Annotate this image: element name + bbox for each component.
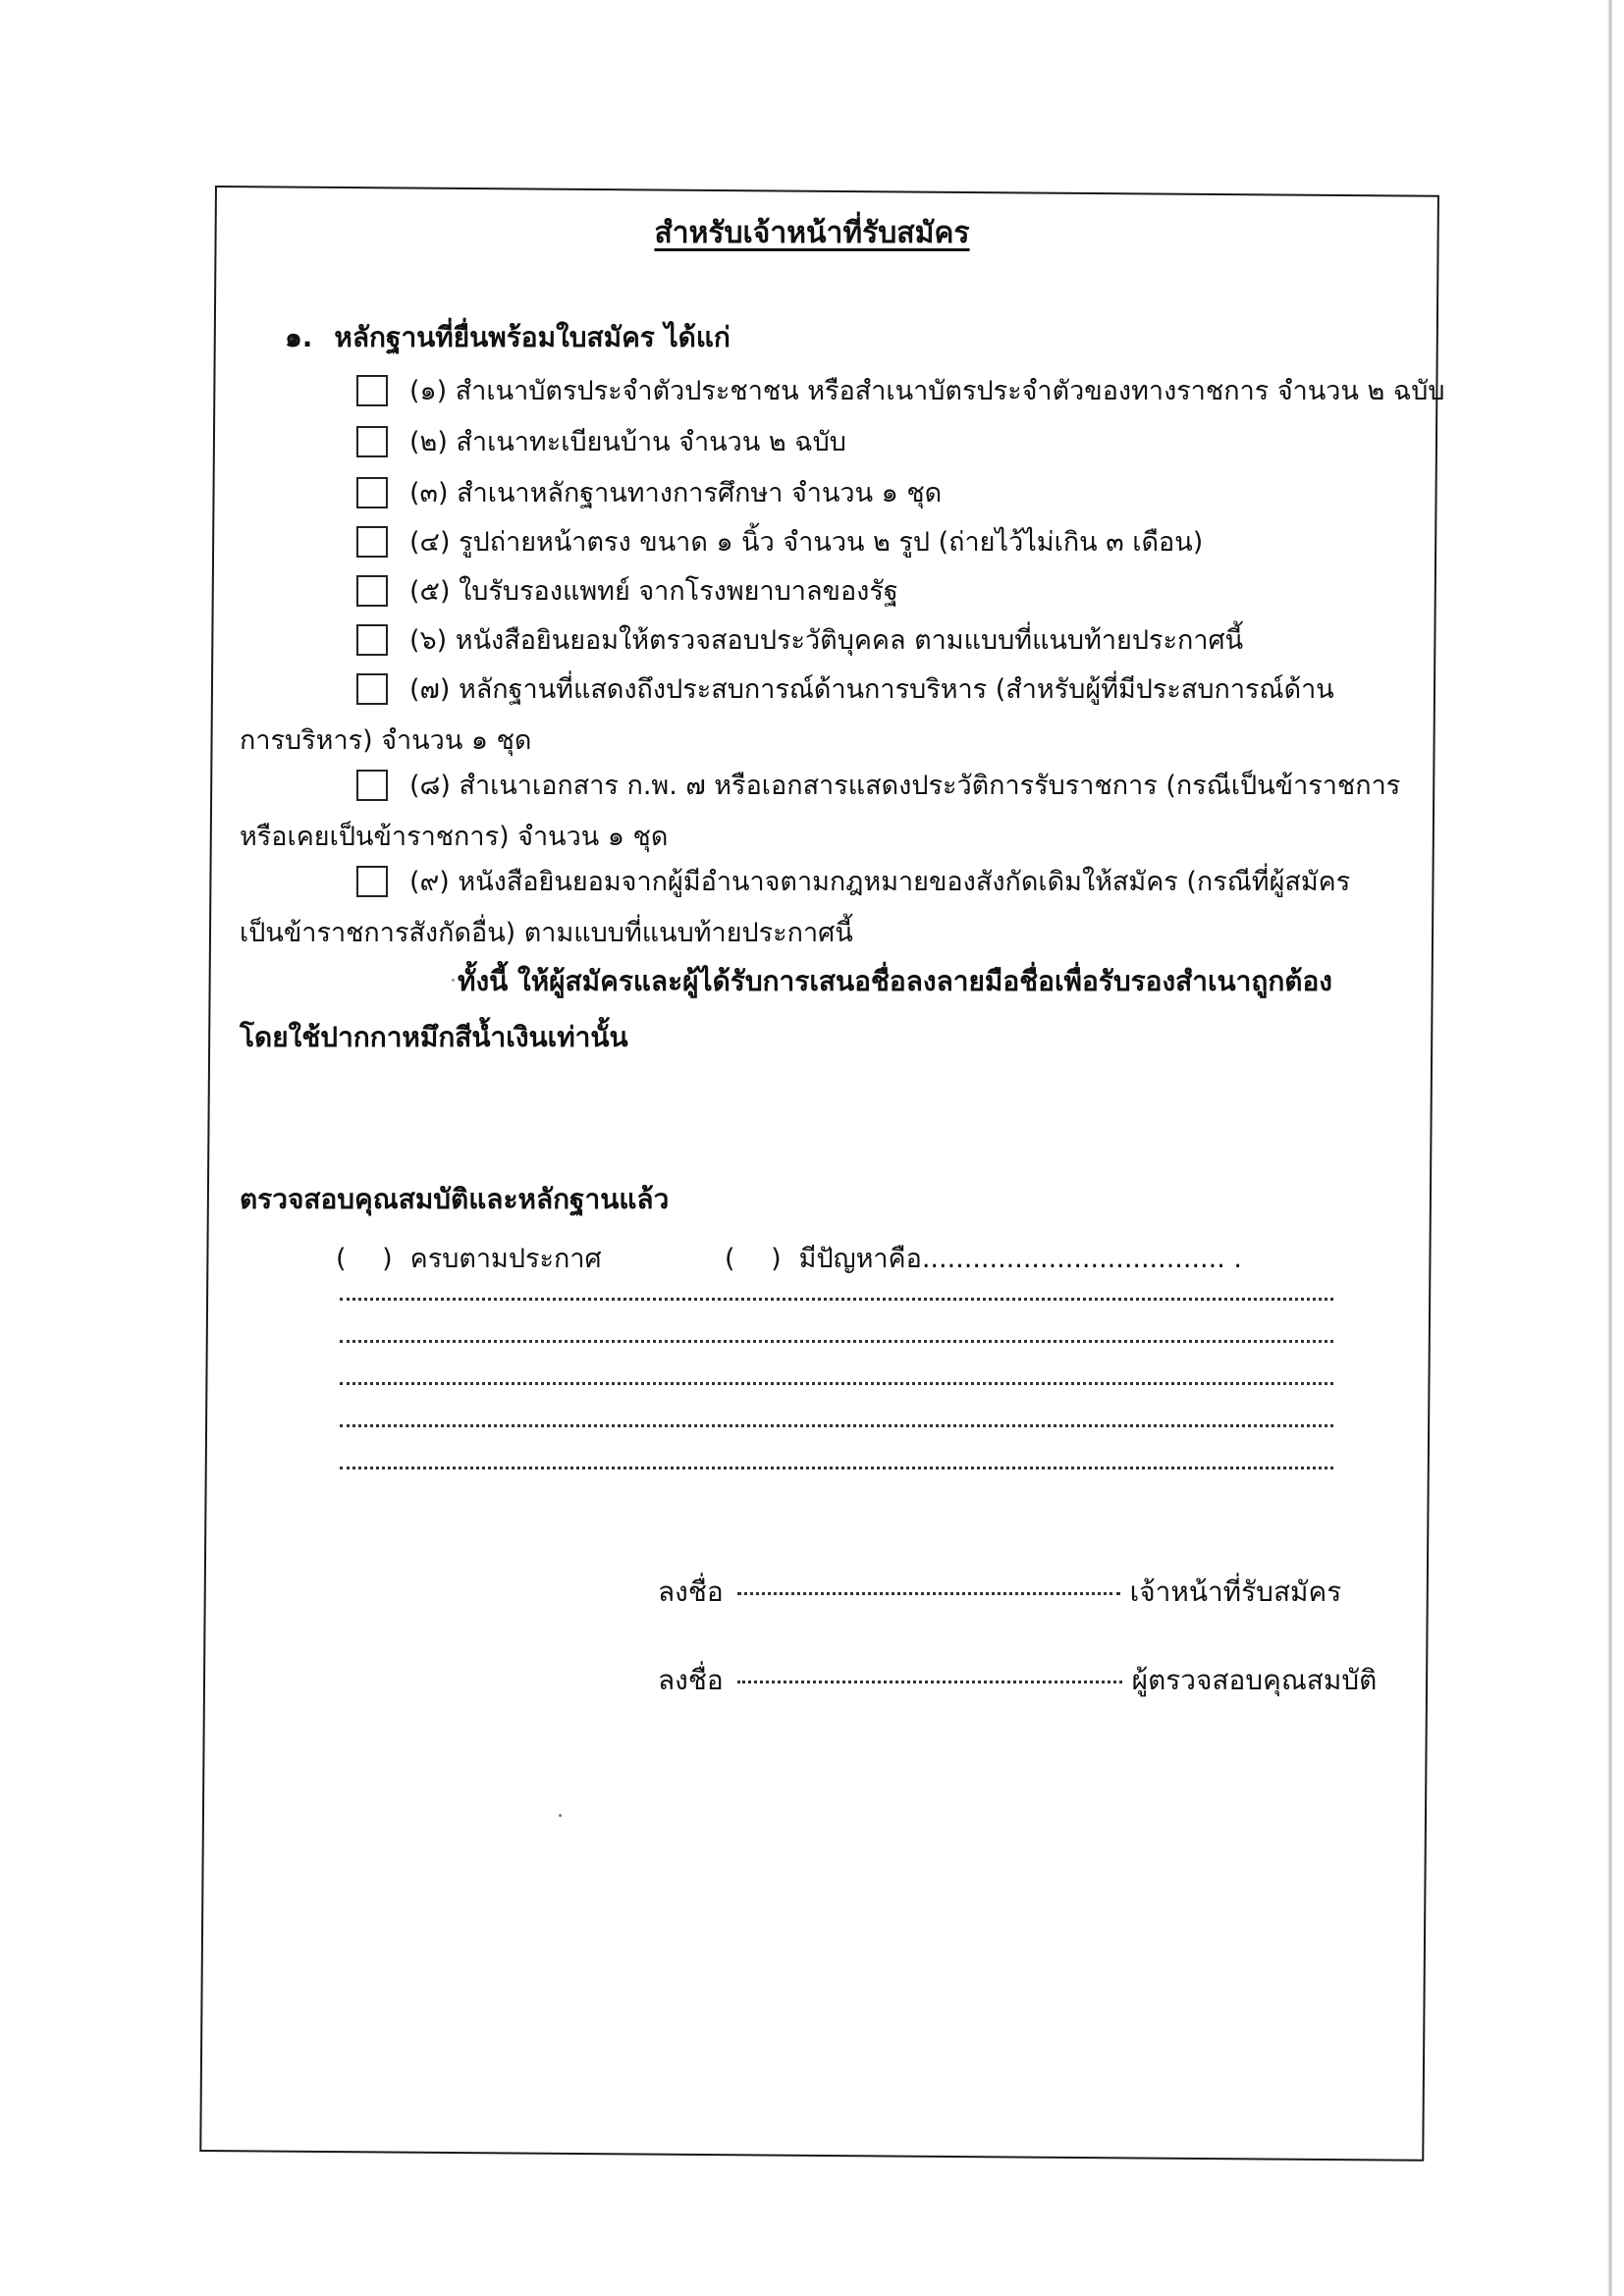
document-item-text: (๔) รูปถ่ายหน้าตรง ขนาด ๑ นิ้ว จำนวน ๒ รูป (ถ่ายไว้ไม่เกิน ๓ เดือน) — [409, 527, 1204, 558]
document-item-text: (๒) สำเนาทะเบียนบ้าน จำนวน ๒ ฉบับ — [409, 427, 846, 457]
checkbox-item-8[interactable] — [356, 770, 388, 801]
option-complete-marker[interactable]: ( ) — [336, 1244, 406, 1274]
document-item-3 — [356, 471, 942, 513]
option-problem[interactable] — [725, 1237, 1242, 1279]
checkbox-item-9[interactable] — [356, 866, 388, 897]
certification-note-line-2: โดยใช้ปากกาหมึกสีน้ำเงินเท่านั้น — [240, 1021, 628, 1053]
checkbox-item-3[interactable] — [356, 477, 388, 508]
officer-signature-row — [658, 1571, 1341, 1614]
section-heading-documents — [285, 316, 731, 359]
scan-speck — [452, 979, 455, 982]
document-item-text: (๙) หนังสือยินยอมจากผู้มีอำนาจตามกฎหมายของสังกัดเดิมให้สมัคร (กรณีที่ผู้สมัคร — [409, 867, 1351, 897]
problem-detail-line-2[interactable] — [340, 1340, 1333, 1343]
sign-label: ลงชื่อ — [658, 1575, 724, 1608]
option-problem-marker[interactable]: ( ) — [725, 1244, 795, 1274]
document-item-8-continuation: หรือเคยเป็นข้าราชการ) จำนวน ๑ ชุด — [240, 822, 669, 852]
option-complete-label: ครบตามประกาศ — [409, 1244, 602, 1274]
document-item-6 — [356, 618, 1243, 661]
document-item-text: (๖) หนังสือยินยอมให้ตรวจสอบประวัติบุคคล ตามแบบที่แนบท้ายประกาศนี้ — [409, 625, 1244, 656]
document-item-text: (๘) สำเนาเอกสาร ก.พ. ๗ หรือเอกสารแสดงประวัติการรับราชการ (กรณีเป็นข้าราชการ — [409, 771, 1401, 801]
scan-speck — [559, 1814, 562, 1817]
document-item-4 — [356, 520, 1203, 562]
document-item-text: (๗) หลักฐานที่แสดงถึงประสบการณ์ด้านการบริหาร (สำหรับผู้ที่มีประสบการณ์ด้าน — [409, 674, 1334, 705]
option-problem-label: มีปัญหาคือ.................................... . — [798, 1244, 1242, 1274]
examiner-role-label: ผู้ตรวจสอบคุณสมบัติ — [1131, 1664, 1378, 1696]
problem-detail-line-1[interactable] — [340, 1298, 1333, 1301]
document-item-text: (๕) ใบรับรองแพทย์ จากโรงพยาบาลของรัฐ — [409, 576, 898, 607]
problem-detail-line-5[interactable] — [340, 1467, 1333, 1469]
checkbox-item-2[interactable] — [356, 426, 388, 457]
checkbox-item-4[interactable] — [356, 526, 388, 558]
document-item-2 — [356, 420, 846, 462]
examiner-signature-row — [658, 1659, 1377, 1702]
document-item-1 — [356, 369, 1445, 411]
document-item-8 — [356, 764, 1400, 806]
problem-detail-line-4[interactable] — [340, 1424, 1333, 1427]
checkbox-item-7[interactable] — [356, 673, 388, 705]
document-item-text: (๑) สำเนาบัตรประจำตัวประชาชน หรือสำเนาบัตรประจำตัวของทางราชการ จำนวน ๒ ฉบับ — [409, 376, 1445, 406]
officer-signature-line[interactable] — [737, 1592, 1120, 1595]
checkbox-item-6[interactable] — [356, 624, 388, 656]
section-number: ๑. — [285, 321, 313, 353]
document-item-9-continuation: เป็นข้าราชการสังกัดอื่น) ตามแบบที่แนบท้ายประกาศนี้ — [240, 918, 853, 948]
document-item-7-continuation: การบริหาร) จำนวน ๑ ชุด — [240, 725, 532, 756]
checkbox-item-1[interactable] — [356, 375, 388, 406]
officer-role-label: เจ้าหน้าที่รับสมัคร — [1129, 1575, 1342, 1608]
document-item-9 — [356, 860, 1350, 902]
option-complete[interactable] — [336, 1237, 602, 1279]
certification-note-line-1: ทั้งนี้ ให้ผู้สมัครและผู้ได้รับการเสนอชื่อลงลายมือชื่อเพื่อรับรองสำเนาถูกต้อง — [458, 965, 1332, 997]
form-title: สำหรับเจ้าหน้าที่รับสมัคร — [654, 216, 970, 250]
document-item-7 — [356, 667, 1334, 710]
checkbox-item-5[interactable] — [356, 575, 388, 607]
document-item-text: (๓) สำเนาหลักฐานทางการศึกษา จำนวน ๑ ชุด — [409, 478, 943, 508]
document-item-5 — [356, 569, 898, 612]
examiner-signature-line[interactable] — [737, 1681, 1122, 1683]
sign-label: ลงชื่อ — [658, 1664, 724, 1696]
section-heading-text: หลักฐานที่ยื่นพร้อมใบสมัคร ได้แก่ — [334, 321, 731, 353]
verification-heading: ตรวจสอบคุณสมบัติและหลักฐานแล้ว — [240, 1183, 670, 1215]
problem-detail-line-3[interactable] — [340, 1382, 1333, 1385]
